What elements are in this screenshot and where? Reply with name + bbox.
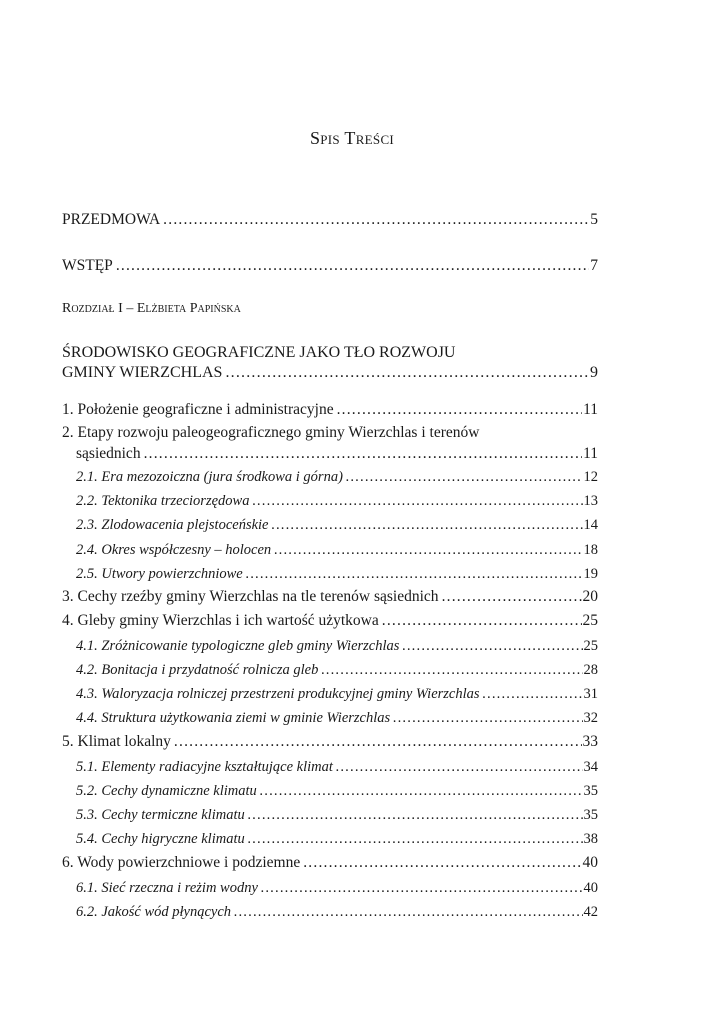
toc-entry[interactable] xyxy=(62,853,598,873)
toc-entry-label: 2.1. Era mezozoiczna (jura środkowa i górna) xyxy=(76,469,343,485)
toc-entry-label: 5.1. Elementy radiacyjne kształtujące klimat xyxy=(76,759,333,775)
chapter-title-line2: GMINY WIERZCHLAS xyxy=(62,364,223,381)
dot-leader xyxy=(272,515,583,535)
dot-leader xyxy=(252,491,582,511)
chapter-heading: Rozdział I – Elżbieta Papińska xyxy=(62,301,241,316)
toc-entry-page: 19 xyxy=(583,566,598,582)
toc-entry-page: 25 xyxy=(583,638,598,654)
toc-subentry[interactable] xyxy=(76,805,598,825)
toc-entry-page: 32 xyxy=(583,710,598,726)
toc-entry-label: 5.3. Cechy termiczne klimatu xyxy=(76,807,245,823)
page-title: Spis Treści xyxy=(309,128,395,148)
toc-entry-label: 3. Cechy rzeźby gminy Wierzchlas na tle terenów sąsiednich xyxy=(62,588,439,605)
toc-entry-page: 11 xyxy=(583,445,598,462)
toc-entry-page: 12 xyxy=(583,469,598,485)
toc-entry-label: 2.2. Tektonika trzeciorzędowa xyxy=(76,493,250,509)
toc-entry-page: 31 xyxy=(583,686,598,702)
dot-leader xyxy=(346,467,583,487)
toc-entry-page: 40 xyxy=(583,880,598,896)
toc-entry-label: 2.3. Zlodowacenia plejstoceńskie xyxy=(76,517,269,533)
dot-leader xyxy=(382,611,582,631)
toc-entry[interactable] xyxy=(62,732,598,752)
dot-leader xyxy=(163,210,589,230)
toc-entry-page: 18 xyxy=(583,542,598,558)
toc-entry-label: 4. Gleby gminy Wierzchlas i ich wartość użytkowa xyxy=(62,612,379,629)
dot-leader xyxy=(116,256,589,276)
toc-entry-page: 42 xyxy=(583,904,598,920)
toc-entry-page: 35 xyxy=(583,783,598,799)
toc-subentry[interactable] xyxy=(76,491,598,511)
toc-entry-page: 13 xyxy=(583,493,598,509)
toc-entry-label: 5.4. Cechy higryczne klimatu xyxy=(76,831,245,847)
dot-leader xyxy=(442,587,582,607)
toc-entry-label: 4.4. Struktura użytkowania ziemi w gminie Wierzchlas xyxy=(76,710,391,726)
toc-subentry[interactable] xyxy=(76,781,598,801)
toc-entry-page: 5 xyxy=(590,211,598,228)
toc-entry-label-line2: sąsiednich xyxy=(76,445,141,462)
toc-entry-page: 35 xyxy=(583,807,598,823)
toc-entry-label: 2.4. Okres współczesny – holocen xyxy=(76,542,272,558)
toc-entry-label: 2.5. Utwory powierzchniowe xyxy=(76,566,243,582)
dot-leader xyxy=(336,757,583,777)
toc-entry-label-line1: 2. Etapy rozwoju paleogeograficznego gminy Wierzchlas i terenów xyxy=(62,424,480,441)
toc-entry[interactable] xyxy=(62,587,598,607)
dot-leader xyxy=(483,684,583,704)
dot-leader xyxy=(261,878,583,898)
toc-subentry[interactable] xyxy=(76,540,598,560)
dot-leader xyxy=(144,444,582,464)
toc-subentry[interactable] xyxy=(76,684,598,704)
toc-entry[interactable] xyxy=(62,400,598,420)
toc-subentry[interactable] xyxy=(76,757,598,777)
dot-leader xyxy=(393,708,582,728)
toc-entry-label: 6.1. Sieć rzeczna i reżim wodny xyxy=(76,880,258,896)
toc-entry-page: 11 xyxy=(583,401,598,418)
toc-entry-page: 28 xyxy=(583,662,598,678)
toc-subentry[interactable] xyxy=(76,515,598,535)
toc-entry-page: 7 xyxy=(590,257,598,274)
toc-entry-page: 25 xyxy=(582,612,598,629)
toc-entry-preface[interactable] xyxy=(62,210,598,230)
toc-subentry[interactable] xyxy=(76,902,598,922)
toc-subentry[interactable] xyxy=(76,878,598,898)
toc-entry-label: WSTĘP xyxy=(62,257,113,274)
dot-leader xyxy=(274,540,582,560)
chapter-title-line1: ŚRODOWISKO GEOGRAFICZNE JAKO TŁO ROZWOJU xyxy=(62,344,456,361)
dot-leader xyxy=(248,805,583,825)
toc-subentry[interactable] xyxy=(76,564,598,584)
toc-entry-label: 4.2. Bonitacja i przydatność rolnicza gleb xyxy=(76,662,319,678)
toc-entry-label: 6.2. Jakość wód płynących xyxy=(76,904,232,920)
toc-subentry[interactable] xyxy=(76,829,598,849)
toc-entry-page: 14 xyxy=(583,517,598,533)
dot-leader xyxy=(248,829,583,849)
dot-leader xyxy=(321,660,582,680)
toc-subentry[interactable] xyxy=(76,636,598,656)
toc-entry-label: 1. Położenie geograficzne i administracyjne xyxy=(62,401,334,418)
toc-entry-label: 4.3. Waloryzacja rolniczej przestrzeni produkcyjnej gminy Wierzchlas xyxy=(76,686,480,702)
dot-leader xyxy=(246,564,583,584)
toc-entry-page: 20 xyxy=(582,588,598,605)
dot-leader xyxy=(234,902,582,922)
toc-entry-label: PRZEDMOWA xyxy=(62,211,161,228)
toc-entry-label: 5. Klimat lokalny xyxy=(62,733,171,750)
toc-entry-page: 9 xyxy=(590,364,598,381)
toc-subentry[interactable] xyxy=(76,660,598,680)
dot-leader xyxy=(260,781,583,801)
dot-leader xyxy=(225,363,589,383)
toc-entry-page: 38 xyxy=(583,831,598,847)
dot-leader xyxy=(303,853,581,873)
toc-entry-page: 40 xyxy=(582,854,598,871)
toc-entry-label: 5.2. Cechy dynamiczne klimatu xyxy=(76,783,257,799)
toc-entry-page: 33 xyxy=(582,733,598,750)
toc-entry-label: 4.1. Zróżnicowanie typologiczne gleb gminy Wierzchlas xyxy=(76,638,400,654)
toc-entry-page: 34 xyxy=(583,759,598,775)
toc-subentry[interactable] xyxy=(76,467,598,487)
dot-leader xyxy=(402,636,582,656)
toc-subentry[interactable] xyxy=(76,708,598,728)
toc-entry-chapter-title[interactable] xyxy=(62,363,598,383)
toc-entry-introduction[interactable] xyxy=(62,256,598,276)
dot-leader xyxy=(174,732,582,752)
toc-entry[interactable] xyxy=(76,444,598,464)
toc-entry-label: 6. Wody powierzchniowe i podziemne xyxy=(62,854,301,871)
dot-leader xyxy=(337,400,582,420)
toc-entry[interactable] xyxy=(62,611,598,631)
